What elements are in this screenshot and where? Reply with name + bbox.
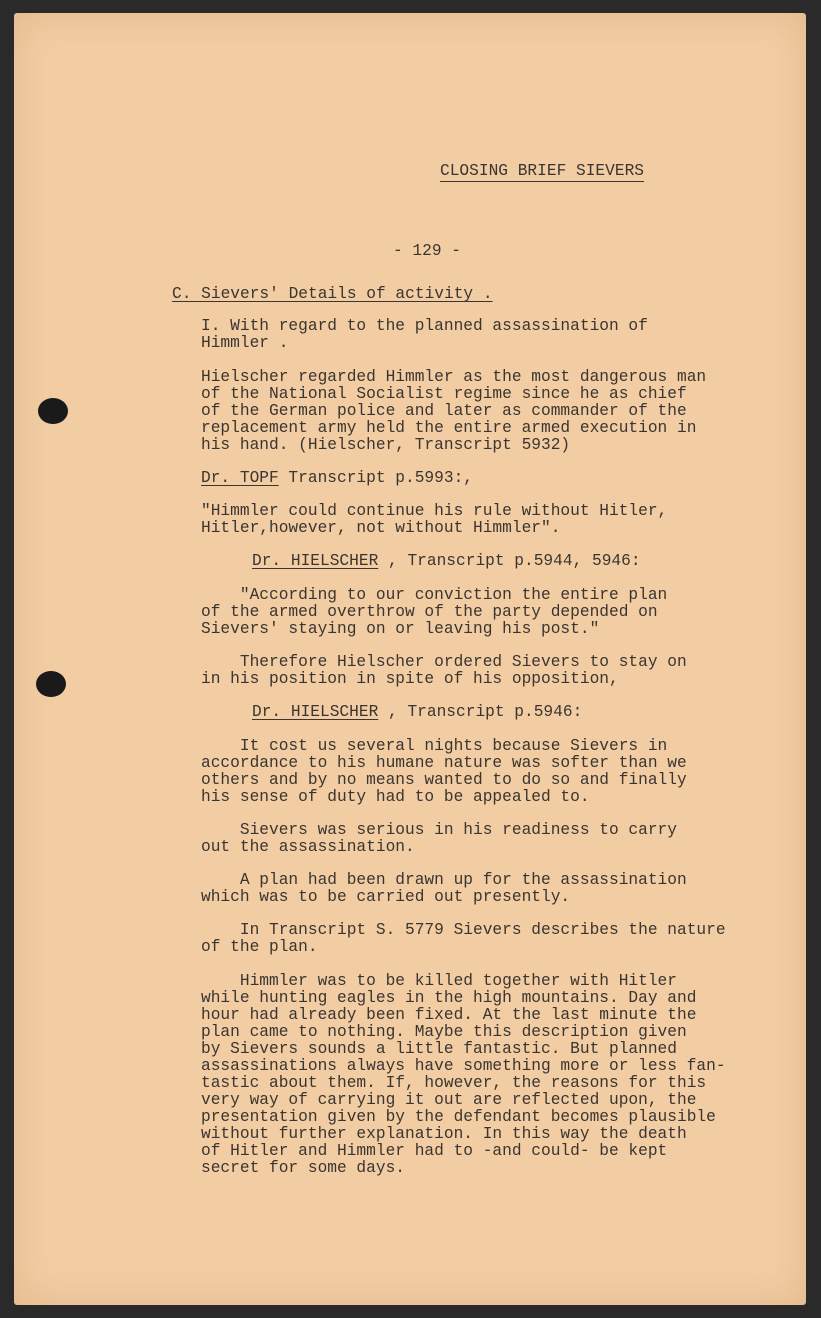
text-line: accordance to his humane nature was softer than we bbox=[201, 754, 687, 772]
text-line: assassinations always have something more or less fan- bbox=[201, 1057, 726, 1075]
text-line: others and by no means wanted to do so and finally bbox=[201, 771, 687, 789]
text-line: of the German police and later as commander of the bbox=[201, 402, 687, 420]
text-line: Sievers' staying on or leaving his post." bbox=[201, 620, 600, 638]
text-line: while hunting eagles in the high mountains. Day and bbox=[201, 989, 697, 1007]
subheading-line: Himmler . bbox=[201, 334, 289, 352]
reference-hielscher-2 bbox=[252, 704, 582, 721]
reference-name: Dr. HIELSCHER bbox=[252, 552, 379, 570]
text-line: replacement army held the entire armed execution in bbox=[201, 419, 697, 437]
text-line: "Himmler could continue his rule without Hitler, bbox=[201, 502, 668, 520]
punch-hole-top bbox=[38, 398, 68, 424]
text-line: by Sievers sounds a little fantastic. But planned bbox=[201, 1040, 677, 1058]
text-line: his hand. (Hielscher, Transcript 5932) bbox=[201, 436, 571, 454]
reference-name: Dr. TOPF bbox=[201, 469, 279, 487]
text-line: of the armed overthrow of the party depended on bbox=[201, 603, 658, 621]
text-line: which was to be carried out presently. bbox=[201, 888, 571, 906]
reference-name: Dr. HIELSCHER bbox=[252, 703, 379, 721]
page-number: - 129 - bbox=[393, 242, 461, 260]
reference-hielscher-1 bbox=[252, 553, 641, 570]
text-line: his sense of duty had to be appealed to. bbox=[201, 788, 590, 806]
header-title: CLOSING BRIEF SIEVERS bbox=[440, 162, 644, 180]
text-line: out the assassination. bbox=[201, 838, 415, 856]
reference-detail: , Transcript p.5944, 5946: bbox=[378, 552, 641, 570]
text-line: plan came to nothing. Maybe this description given bbox=[201, 1023, 687, 1041]
text-line: It cost us several nights because Sievers in bbox=[201, 737, 668, 755]
text-line: "According to our conviction the entire plan bbox=[201, 586, 668, 604]
reference-topf bbox=[201, 470, 473, 487]
text-line: Himmler was to be killed together with Hitler bbox=[201, 972, 677, 990]
text-line: A plan had been drawn up for the assassination bbox=[201, 871, 687, 889]
text-line: hour had already been fixed. At the last minute the bbox=[201, 1006, 697, 1024]
punch-hole-bottom bbox=[36, 671, 66, 697]
text-line: Hielscher regarded Himmler as the most dangerous man bbox=[201, 368, 707, 386]
text-line: In Transcript S. 5779 Sievers describes the nature bbox=[201, 921, 726, 939]
text-line: in his position in spite of his opposition, bbox=[201, 670, 619, 688]
text-line: secret for some days. bbox=[201, 1159, 405, 1177]
text-line: of the plan. bbox=[201, 938, 318, 956]
reference-detail: Transcript p.5993:, bbox=[278, 469, 474, 487]
text-line: Sievers was serious in his readiness to carry bbox=[201, 821, 677, 839]
text-line: very way of carrying it out are reflected upon, the bbox=[201, 1091, 697, 1109]
text-line: of Hitler and Himmler had to -and could- be kept bbox=[201, 1142, 668, 1160]
reference-detail: , Transcript p.5946: bbox=[378, 703, 583, 721]
text-line: of the National Socialist regime since he as chief bbox=[201, 385, 687, 403]
text-line: presentation given by the defendant becomes plausible bbox=[201, 1108, 716, 1126]
section-heading: C. Sievers' Details of activity . bbox=[172, 285, 493, 303]
text-line: Therefore Hielscher ordered Sievers to stay on bbox=[201, 653, 687, 671]
text-line: Hitler,however, not without Himmler". bbox=[201, 519, 561, 537]
text-line: tastic about them. If, however, the reasons for this bbox=[201, 1074, 707, 1092]
text-line: without further explanation. In this way the death bbox=[201, 1125, 687, 1143]
subheading-line: I. With regard to the planned assassination of bbox=[201, 317, 648, 335]
